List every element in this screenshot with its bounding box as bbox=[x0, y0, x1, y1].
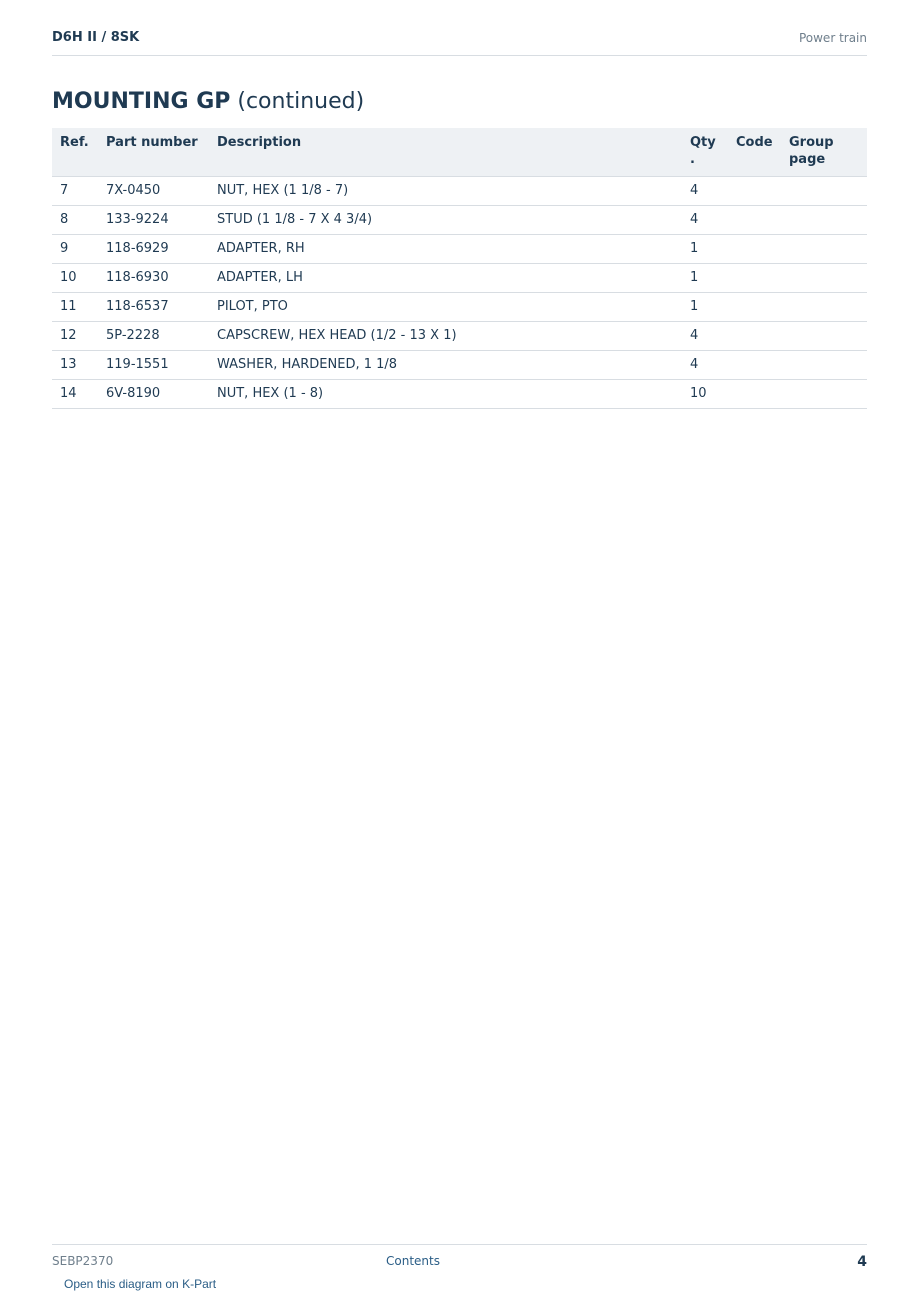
table-row bbox=[52, 206, 867, 235]
cell-part-number: 118-6930 bbox=[98, 264, 209, 293]
table-row bbox=[52, 264, 867, 293]
cell-part-number: 119-1551 bbox=[98, 351, 209, 380]
cell-group-page bbox=[781, 322, 867, 351]
cell-group-page bbox=[781, 351, 867, 380]
contents-link[interactable]: Contents bbox=[386, 1254, 440, 1268]
page-footer bbox=[52, 1244, 867, 1275]
cell-code bbox=[728, 177, 781, 206]
cell-part-number: 133-9224 bbox=[98, 206, 209, 235]
title-suffix: (continued) bbox=[237, 89, 365, 114]
cell-qty: 4 bbox=[682, 351, 728, 380]
cell-ref: 10 bbox=[52, 264, 98, 293]
col-header-code: Code bbox=[728, 128, 781, 177]
cell-qty: 10 bbox=[682, 380, 728, 409]
cell-description: CAPSCREW, HEX HEAD (1/2 - 13 X 1) bbox=[209, 322, 682, 351]
cell-ref: 9 bbox=[52, 235, 98, 264]
cell-description: NUT, HEX (1 1/8 - 7) bbox=[209, 177, 682, 206]
cell-part-number: 118-6929 bbox=[98, 235, 209, 264]
col-header-group-page: Group page bbox=[781, 128, 867, 177]
cell-qty: 4 bbox=[682, 206, 728, 235]
cell-ref: 14 bbox=[52, 380, 98, 409]
page-header bbox=[52, 28, 867, 56]
cell-group-page bbox=[781, 264, 867, 293]
cell-part-number: 7X-0450 bbox=[98, 177, 209, 206]
parts-table bbox=[52, 128, 867, 409]
section-label: Power train bbox=[798, 31, 867, 45]
table-row bbox=[52, 322, 867, 351]
cell-description: WASHER, HARDENED, 1 1/8 bbox=[209, 351, 682, 380]
cell-description: STUD (1 1/8 - 7 X 4 3/4) bbox=[209, 206, 682, 235]
parts-table-header bbox=[52, 128, 867, 177]
cell-description: ADAPTER, LH bbox=[209, 264, 682, 293]
table-row bbox=[52, 293, 867, 322]
cell-code bbox=[728, 380, 781, 409]
cell-ref: 8 bbox=[52, 206, 98, 235]
cell-description: PILOT, PTO bbox=[209, 293, 682, 322]
cell-part-number: 5P-2228 bbox=[98, 322, 209, 351]
table-row bbox=[52, 177, 867, 206]
cell-ref: 12 bbox=[52, 322, 98, 351]
table-row bbox=[52, 351, 867, 380]
page-title bbox=[52, 89, 364, 114]
header-row bbox=[52, 128, 867, 177]
cell-ref: 13 bbox=[52, 351, 98, 380]
cell-code bbox=[728, 351, 781, 380]
table-row bbox=[52, 380, 867, 409]
col-header-ref: Ref. bbox=[52, 128, 98, 177]
parts-table-body bbox=[52, 177, 867, 409]
cell-group-page bbox=[781, 380, 867, 409]
cell-ref: 7 bbox=[52, 177, 98, 206]
document-id: SEBP2370 bbox=[52, 1254, 114, 1268]
table-row bbox=[52, 235, 867, 264]
kpart-diagram-link[interactable]: Open this diagram on K-Part bbox=[64, 1277, 217, 1291]
cell-group-page bbox=[781, 177, 867, 206]
col-header-part-number: Part number bbox=[98, 128, 209, 177]
cell-code bbox=[728, 206, 781, 235]
cell-qty: 4 bbox=[682, 177, 728, 206]
cell-group-page bbox=[781, 235, 867, 264]
col-header-description: Description bbox=[209, 128, 682, 177]
cell-code bbox=[728, 235, 781, 264]
cell-description: ADAPTER, RH bbox=[209, 235, 682, 264]
cell-group-page bbox=[781, 293, 867, 322]
model-label: D6H II / 8SK bbox=[52, 30, 140, 45]
cell-group-page bbox=[781, 206, 867, 235]
page-number: 4 bbox=[857, 1254, 867, 1270]
cell-ref: 11 bbox=[52, 293, 98, 322]
cell-description: NUT, HEX (1 - 8) bbox=[209, 380, 682, 409]
cell-code bbox=[728, 322, 781, 351]
cell-qty: 1 bbox=[682, 235, 728, 264]
cell-qty: 1 bbox=[682, 264, 728, 293]
col-header-qty: Qty . bbox=[682, 128, 728, 177]
cell-part-number: 118-6537 bbox=[98, 293, 209, 322]
cell-code bbox=[728, 264, 781, 293]
cell-code bbox=[728, 293, 781, 322]
cell-qty: 4 bbox=[682, 322, 728, 351]
cell-qty: 1 bbox=[682, 293, 728, 322]
cell-part-number: 6V-8190 bbox=[98, 380, 209, 409]
title-main: MOUNTING GP bbox=[52, 89, 231, 114]
